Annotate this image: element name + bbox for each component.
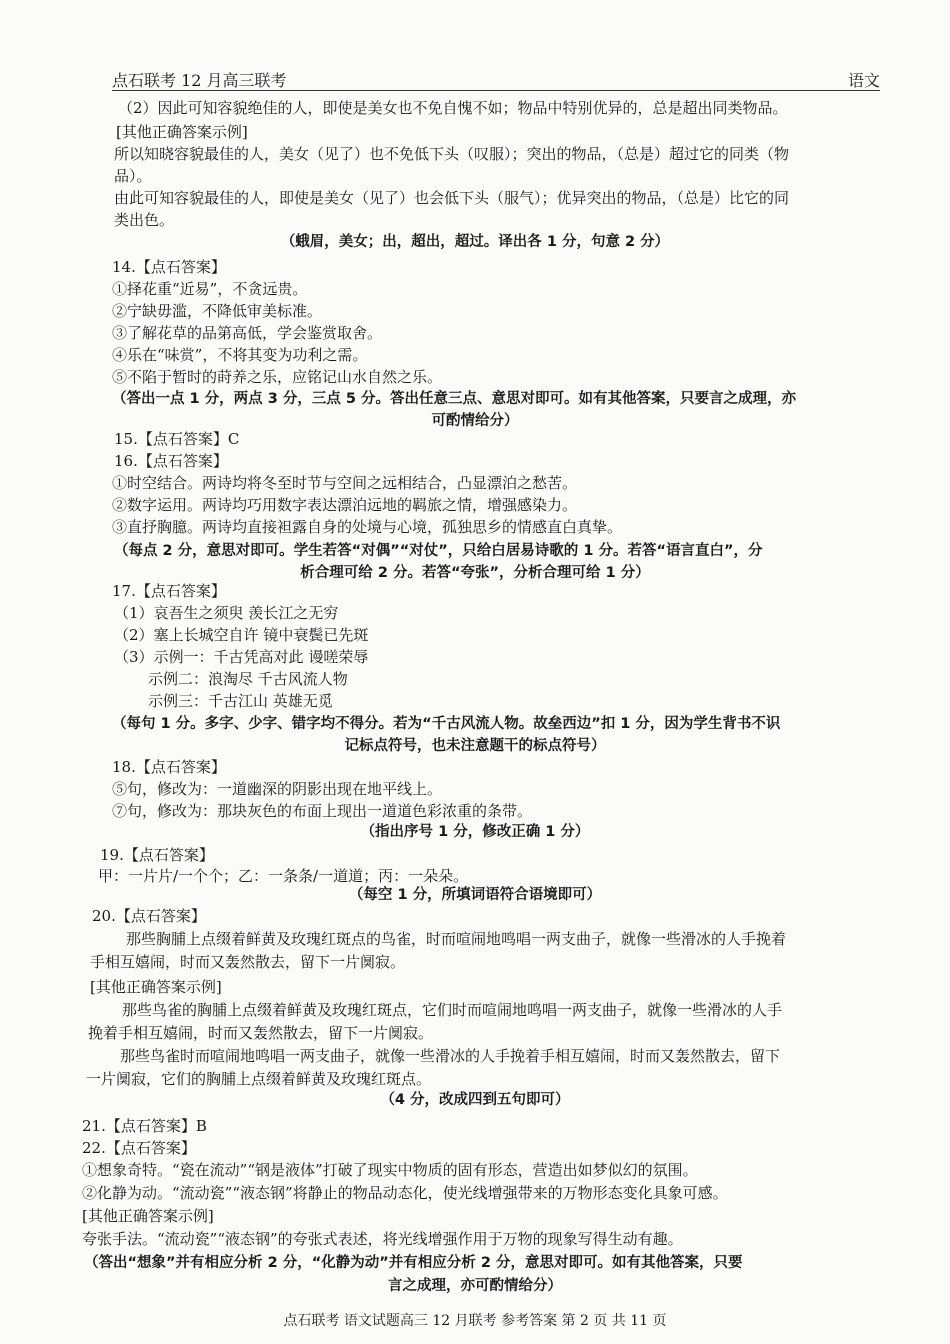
answer-line: （3）示例一：千古凭高对此 谩嗟荣辱: [114, 648, 369, 666]
answer-line: 甲：一片片/一个个；乙：一条条/一道道；丙：一朵朵。: [98, 867, 469, 885]
answer-line: ⑤不陷于暂时的莳养之乐，应铭记山水自然之乐。: [112, 368, 443, 386]
header-subject: 语文: [847, 71, 880, 90]
scoring-note: （指出序号 1 分，修改正确 1 分）: [360, 824, 590, 840]
answer-line: ③直抒胸臆。两诗均直接袒露自身的处境与心境，孤独思乡的情感直白真挚。: [112, 518, 623, 536]
question-heading: 22.【点石答案】: [82, 1139, 196, 1157]
answer-line: 一片阒寂，它们的胸脯上点缀着鲜黄及玫瑰红斑点。: [86, 1070, 432, 1088]
answer-line: ②化静为动。“流动瓷”“液态钢”将静止的物品动态化，使光线增强带来的万物形态变化具象可感。: [82, 1184, 728, 1202]
answer-line: ⑦句，修改为：那块灰色的布面上现出一道道色彩浓重的条带。: [112, 802, 533, 820]
question-heading: 17.【点石答案】: [112, 582, 226, 600]
answer-line: ②数字运用。两诗均巧用数字表达漂泊远地的羁旅之情，增强感染力。: [112, 496, 578, 514]
answer-line: 那些鸟雀时而喧闹地鸣唱一两支曲子，就像一些滑冰的人手挽着手相互嬉闹，时而又轰然散去，留下: [120, 1047, 781, 1065]
answer-line: 示例三：千古江山 英雄无觅: [148, 692, 333, 710]
scoring-note: 析合理可给 2 分。若答“夸张”，分析合理可给 1 分）: [300, 565, 650, 581]
answer-line: [其他正确答案示例]: [116, 123, 248, 141]
answer-line: 示例二：浪淘尽 千古风流人物: [148, 670, 348, 688]
answer-line: （2）塞上长城空自许 镜中衰鬓已先斑: [114, 626, 369, 644]
question-heading: 14.【点石答案】: [112, 258, 226, 276]
question-heading: 16.【点石答案】: [114, 452, 228, 470]
answer-line: ③了解花草的品第高低，学会鉴赏取舍。: [112, 324, 383, 342]
answer-line: 那些胸脯上点缀着鲜黄及玫瑰红斑点的鸟雀，时而喧闹地鸣唱一两支曲子，就像一些滑冰的人手挽着: [126, 930, 787, 948]
answer-line: ⑤句，修改为：一道幽深的阴影出现在地平线上。: [112, 780, 443, 798]
scoring-note: （答出“想象”并有相应分析 2 分，“化静为动”并有相应分析 2 分，意思对即可。如有其他答案，只要: [84, 1255, 743, 1271]
scoring-note: （4 分，改成四到五句即可）: [380, 1092, 570, 1108]
scoring-note: 言之成理，亦可酌情给分）: [388, 1278, 562, 1294]
answer-line: [其他正确答案示例]: [82, 1207, 214, 1225]
answer-line: 品）。: [114, 167, 152, 185]
page-header: [112, 68, 880, 91]
answer-line: [其他正确答案示例]: [90, 978, 222, 996]
scoring-note: （每句 1 分。多字、少字、错字均不得分。若为“千古风流人物。故垒西边”扣 1 分，因为学生背书不识: [112, 716, 781, 732]
answer-line: ①想象奇特。“瓷在流动”“钢是液体”打破了现实中物质的固有形态，营造出如梦似幻的氛围。: [82, 1161, 698, 1179]
answer-line: 由此可知容貌最佳的人，即使是美女（见了）也会低下头（服气）；优异突出的物品，（总是）比它的同: [114, 189, 790, 207]
answer-line: 类出色。: [114, 211, 175, 229]
scoring-note: （答出一点 1 分，两点 3 分，三点 5 分。答出任意三点、意思对即可。如有其他答案，只要言之成理，亦: [112, 391, 797, 407]
page-footer: 点石联考 语文试题高三 12 月联考 参考答案 第 2 页 共 11 页: [283, 1313, 667, 1329]
answer-line: ①时空结合。两诗均将冬至时节与空间之远相结合，凸显漂泊之愁苦。: [112, 474, 578, 492]
question-heading: 21.【点石答案】B: [82, 1117, 207, 1135]
question-heading: 18.【点石答案】: [112, 758, 226, 776]
answer-line: ①择花重“近易”，不贪远贵。: [112, 280, 308, 298]
scoring-note: 记标点符号，也未注意题干的标点符号）: [344, 738, 606, 754]
answer-line: 手相互嬉闹，时而又轰然散去，留下一片阒寂。: [90, 953, 406, 971]
question-heading: 15.【点石答案】C: [114, 430, 240, 448]
question-heading: 20.【点石答案】: [92, 907, 206, 925]
answer-line: 所以知晓容貌最佳的人，美女（见了）也不免低下头（叹服）；突出的物品，（总是）超过它的同类（物: [114, 145, 790, 163]
answer-line: 夸张手法。“流动瓷”“液态钢”的夸张式表述，将光线增强作用于万物的现象写得生动有趣。: [82, 1230, 683, 1248]
answer-line: （2）因此可知容貌绝佳的人，即使是美女也不免自愧不如；物品中特别优异的，总是超出同类物品。: [118, 99, 788, 117]
scoring-note: （每空 1 分，所填词语符合语境即可）: [348, 887, 602, 903]
answer-line: （1）哀吾生之须臾 羡长江之无穷: [114, 604, 339, 622]
scoring-note: （蛾眉，美女；出，超出，超过。译出各 1 分，句意 2 分）: [280, 234, 670, 250]
header-title: 点石联考 12 月高三联考: [112, 71, 287, 90]
scoring-note: 可酌情给分）: [431, 413, 519, 429]
scoring-note: （每点 2 分，意思对即可。学生若答“对偶”“对仗”，只给白居易诗歌的 1 分。若答“语言直白”，分: [114, 543, 763, 559]
answer-line: ②宁缺毋滥，不降低审美标准。: [112, 302, 323, 320]
answer-line: 那些鸟雀的胸脯上点缀着鲜黄及玫瑰红斑点，它们时而喧闹地鸣唱一两支曲子，就像一些滑冰的人手: [122, 1001, 783, 1019]
answer-line: 挽着手相互嬉闹，时而又轰然散去，留下一片阒寂。: [88, 1024, 434, 1042]
question-heading: 19.【点石答案】: [100, 846, 214, 864]
answer-line: ④乐在“味赏”，不将其变为功利之需。: [112, 346, 368, 364]
